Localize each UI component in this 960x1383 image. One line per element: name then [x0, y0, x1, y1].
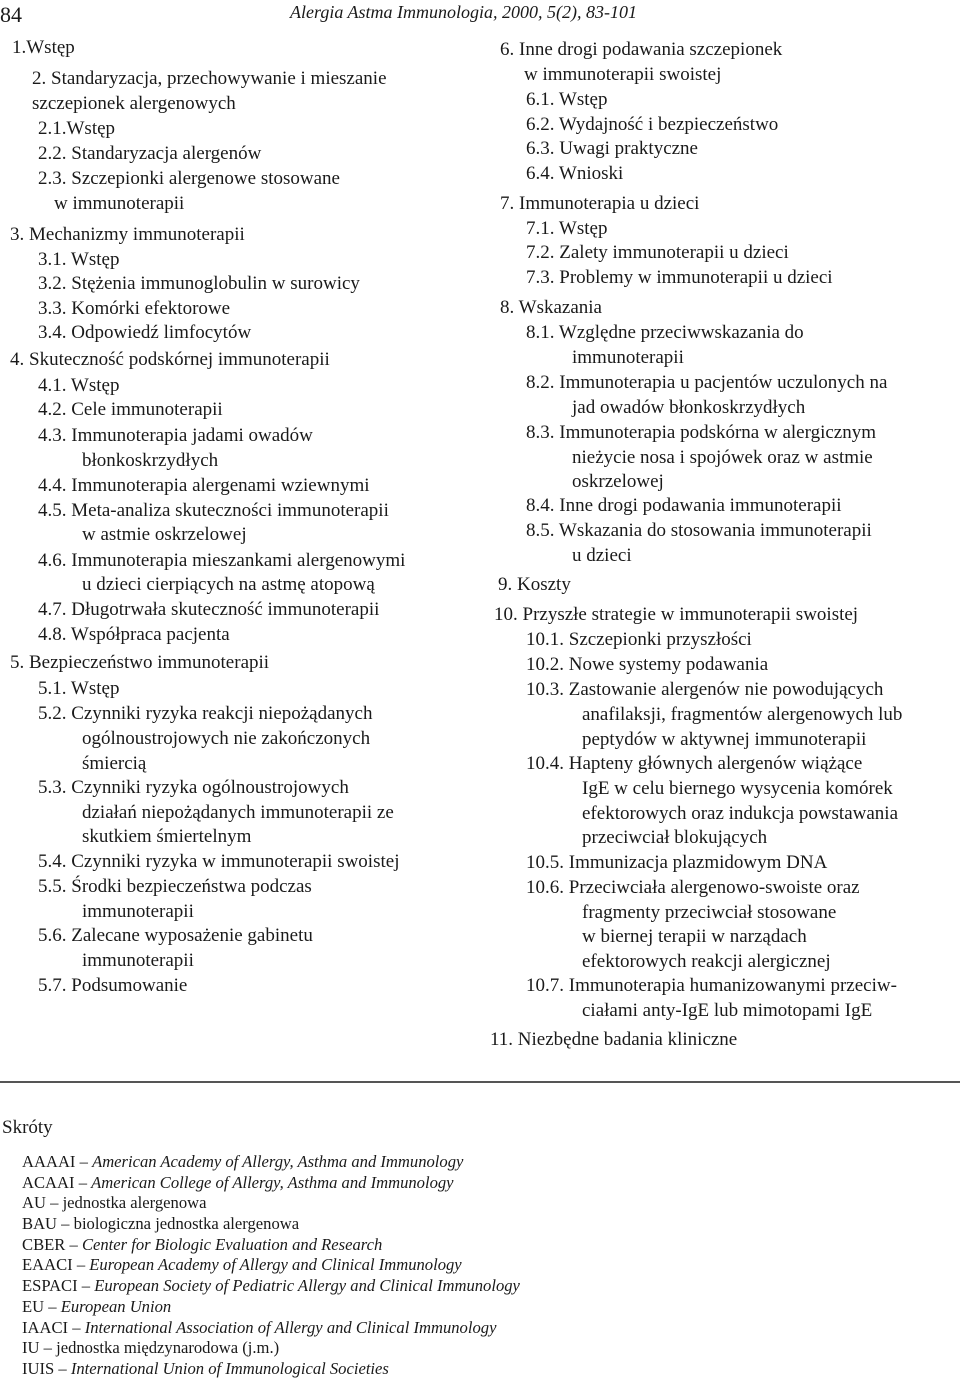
toc-entry: 7.2. Zalety immunoterapii u dzieci	[526, 242, 789, 263]
toc-entry: 4.7. Długotrwała skuteczność immunoterapii	[38, 599, 380, 620]
toc-entry: 6.2. Wydajność i bezpieczeństwo	[526, 114, 779, 135]
toc-entry: 2.3. Szczepionki alergenowe stosowane	[38, 168, 340, 189]
toc-entry: immunoterapii	[82, 950, 194, 971]
toc-entry: 4.2. Cele immunoterapii	[38, 399, 223, 420]
toc-entry: 2. Standaryzacja, przechowywanie i mieszanie	[32, 68, 387, 89]
toc-entry: 5.2. Czynniki ryzyka reakcji niepożądanych	[38, 703, 373, 724]
toc-entry: skutkiem śmiertelnym	[82, 826, 252, 847]
toc-entry: 4.1. Wstęp	[38, 375, 120, 396]
toc-entry: 10.3. Zastowanie alergenów nie powodujących	[526, 679, 884, 700]
abbreviation-definition: jednostka międzynarodowa (j.m.)	[56, 1338, 280, 1358]
toc-entry: 9. Koszty	[498, 574, 571, 595]
section-divider	[0, 1081, 960, 1083]
toc-entry: ogólnoustrojowych nie zakończonych	[82, 728, 371, 749]
abbreviation-definition: American Academy of Allergy, Asthma and Immunology	[92, 1152, 464, 1171]
toc-entry: 1.Wstęp	[12, 37, 75, 58]
toc-entry: 3.4. Odpowiedź limfocytów	[38, 322, 252, 343]
abbreviation-entry	[22, 1297, 520, 1318]
abbreviation-term: EAACI –	[22, 1255, 90, 1275]
abbreviation-entry	[22, 1359, 520, 1380]
toc-entry: 6.4. Wnioski	[526, 163, 624, 184]
abbreviation-term: ESPACI –	[22, 1276, 95, 1296]
toc-entry: 8. Wskazania	[500, 297, 602, 318]
abbreviation-term: BAU –	[22, 1214, 74, 1234]
toc-entry: u dzieci cierpiących na astmę atopową	[82, 574, 375, 595]
toc-entry: 7.3. Problemy w immunoterapii u dzieci	[526, 267, 833, 288]
toc-entry: 10.7. Immunoterapia humanizowanymi przeciw-	[526, 975, 897, 996]
abbreviation-term: AAAAI –	[22, 1152, 93, 1171]
toc-entry: 10. Przyszłe strategie w immunoterapii swoistej	[494, 604, 859, 625]
abbreviation-definition: jednostka alergenowa	[62, 1193, 207, 1213]
abbreviation-entry	[22, 1255, 520, 1276]
toc-entry: u dzieci	[572, 545, 632, 566]
toc-entry: 3.1. Wstęp	[38, 249, 120, 270]
toc-entry: efektorowych reakcji alergicznej	[582, 951, 831, 972]
toc-entry: 6.3. Uwagi praktyczne	[526, 138, 698, 159]
toc-entry: 3.3. Komórki efektorowe	[38, 298, 231, 319]
abbreviation-entry	[22, 1235, 520, 1256]
abbreviation-definition: International Association of Allergy and Clinical Immunology	[84, 1317, 497, 1337]
toc-entry: efektorowych oraz indukcja powstawania	[582, 803, 899, 824]
abbreviation-term: IUIS –	[22, 1358, 71, 1378]
toc-entry: śmiercią	[82, 753, 147, 774]
toc-entry: 2.1.Wstęp	[38, 118, 116, 139]
abbreviation-entry	[22, 1173, 520, 1194]
toc-entry: 3.2. Stężenia immunoglobulin w surowicy	[38, 273, 360, 294]
abbreviation-definition: International Union of Immunological Societies	[70, 1358, 389, 1378]
abbreviation-term: ACAAI –	[22, 1172, 92, 1192]
toc-entry: 8.4. Inne drogi podawania immunoterapii	[526, 495, 842, 516]
abbreviation-definition: European Union	[60, 1296, 172, 1316]
toc-entry: szczepionek alergenowych	[32, 93, 236, 114]
toc-entry: 8.2. Immunoterapia u pacjentów uczulonych na	[526, 372, 888, 393]
toc-entry: 5.6. Zalecane wyposażenie gabinetu	[38, 925, 313, 946]
toc-entry: fragmenty przeciwciał stosowane	[582, 902, 837, 923]
toc-entry: 8.1. Względne przeciwwskazania do	[526, 322, 804, 343]
abbreviation-definition: American College of Allergy, Asthma and Immunology	[91, 1172, 454, 1192]
abbreviation-entry	[22, 1276, 520, 1297]
toc-entry: błonkoskrzydłych	[82, 450, 219, 471]
toc-entry: w immunoterapii swoistej	[524, 64, 722, 85]
toc-entry: 7. Immunoterapia u dzieci	[500, 193, 700, 214]
toc-entry: oskrzelowej	[572, 471, 664, 492]
toc-entry: 8.3. Immunoterapia podskórna w alergicznym	[526, 422, 876, 443]
toc-entry: ciałami anty-IgE lub mimotopami IgE	[582, 1000, 873, 1021]
toc-entry: 10.1. Szczepionki przyszłości	[526, 629, 752, 650]
abbreviation-term: IU –	[22, 1338, 57, 1358]
abbreviation-definition: biologiczna jednostka alergenowa	[73, 1214, 300, 1234]
abbreviation-term: EU –	[22, 1296, 61, 1316]
abbreviation-entry	[22, 1152, 520, 1173]
abbreviation-entry	[22, 1193, 520, 1214]
toc-entry: 10.5. Immunizacja plazmidowym DNA	[526, 852, 828, 873]
toc-entry: immunoterapii	[82, 901, 194, 922]
abbreviations-list	[22, 1152, 520, 1380]
toc-entry: przeciwciał blokujących	[582, 827, 768, 848]
toc-entry: 5.7. Podsumowanie	[38, 975, 188, 996]
toc-entry: 5.1. Wstęp	[38, 678, 120, 699]
toc-entry: działań niepożądanych immunoterapii ze	[82, 802, 394, 823]
toc-entry: 6.1. Wstęp	[526, 89, 608, 110]
abbreviation-term: AU –	[22, 1193, 63, 1213]
journal-header: Alergia Astma Immunologia, 2000, 5(2), 83-101	[290, 2, 637, 22]
toc-entry: 4.3. Immunoterapia jadami owadów	[38, 425, 313, 446]
toc-entry: 4.4. Immunoterapia alergenami wziewnymi	[38, 475, 370, 496]
toc-entry: 4.5. Meta-analiza skuteczności immunoterapii	[38, 500, 389, 521]
toc-entry: 5.5. Środki bezpieczeństwa podczas	[38, 876, 312, 897]
toc-entry: 5.3. Czynniki ryzyka ogólnoustrojowych	[38, 777, 349, 798]
toc-entry: 3. Mechanizmy immunoterapii	[10, 224, 245, 245]
toc-entry: 4.6. Immunoterapia mieszankami alergenowymi	[38, 550, 406, 571]
abbreviation-term: CBER –	[22, 1234, 82, 1254]
toc-entry: IgE w celu biernego wysycenia komórek	[582, 778, 893, 799]
toc-entry: 11. Niezbędne badania kliniczne	[490, 1029, 738, 1050]
toc-entry: 10.4. Hapteny głównych alergenów wiążące	[526, 753, 863, 774]
toc-entry: jad owadów błonkoskrzydłych	[572, 397, 806, 418]
toc-entry: anafilaksji, fragmentów alergenowych lub	[582, 704, 903, 725]
abbreviations-heading: Skróty	[2, 1117, 53, 1138]
toc-entry: 10.6. Przeciwciała alergenowo-swoiste oraz	[526, 877, 860, 898]
abbreviation-term: IAACI –	[22, 1317, 85, 1337]
abbreviation-definition: European Academy of Allergy and Clinical Immunology	[89, 1255, 462, 1275]
toc-entry: 6. Inne drogi podawania szczepionek	[500, 39, 783, 60]
toc-entry: 5.4. Czynniki ryzyka w immunoterapii swoistej	[38, 851, 400, 872]
abbreviation-entry	[22, 1214, 520, 1235]
toc-entry: w astmie oskrzelowej	[82, 524, 247, 545]
toc-entry: w biernej terapii w narządach	[582, 926, 807, 947]
toc-entry: 10.2. Nowe systemy podawania	[526, 654, 769, 675]
toc-entry: 5. Bezpieczeństwo immunoterapii	[10, 652, 270, 673]
page-number: 84	[0, 2, 22, 27]
abbreviation-definition: European Society of Pediatric Allergy and Clinical Immunology	[94, 1276, 520, 1296]
toc-entry: w immunoterapii	[54, 193, 185, 214]
toc-entry: nieżycie nosa i spojówek oraz w astmie	[572, 447, 873, 468]
toc-entry: 2.2. Standaryzacja alergenów	[38, 143, 262, 164]
abbreviation-definition: Center for Biologic Evaluation and Research	[81, 1234, 383, 1254]
toc-entry: 8.5. Wskazania do stosowania immunoterapii	[526, 520, 872, 541]
toc-entry: peptydów w aktywnej immunoterapii	[582, 729, 867, 750]
toc-entry: 4.8. Współpraca pacjenta	[38, 624, 230, 645]
toc-entry: 7.1. Wstęp	[526, 218, 608, 239]
abbreviation-entry	[22, 1318, 520, 1339]
toc-entry: immunoterapii	[572, 347, 684, 368]
toc-entry: 4. Skuteczność podskórnej immunoterapii	[10, 349, 330, 370]
abbreviation-entry	[22, 1338, 520, 1359]
